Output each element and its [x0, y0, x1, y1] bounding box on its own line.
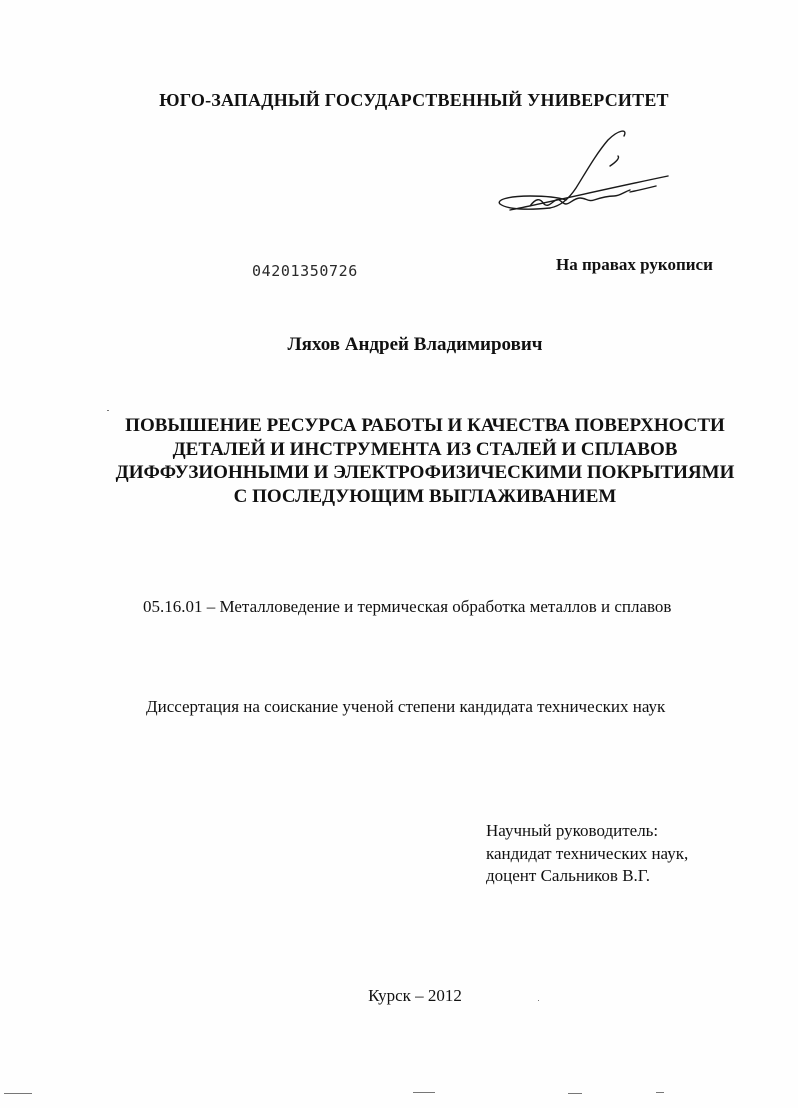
specialty-code: 05.16.01 – Металловедение и термическая обработка металлов и сплавов: [143, 597, 672, 616]
advisor-line: кандидат технических наук,: [486, 843, 689, 863]
advisor-line: Научный руководитель:: [486, 821, 659, 840]
title-line: С ПОСЛЕДУЮЩИМ ВЫГЛАЖИВАНИЕМ: [233, 485, 617, 507]
registration-number: 04201350726: [252, 262, 358, 280]
title-line: ПОВЫШЕНИЕ РЕСУРСА РАБОТЫ И КАЧЕСТВА ПОВЕРХНОСТИ: [125, 415, 725, 436]
title-line: ДИФФУЗИОННЫМИ И ЭЛЕКТРОФИЗИЧЕСКИМИ ПОКРЫТИЯМИ: [115, 462, 735, 483]
dissertation-degree: Диссертация на соискание ученой степени кандидата технических наук: [146, 697, 666, 716]
author-name: Ляхов Андрей Владимирович: [287, 334, 543, 355]
university-name: ЮГО-ЗАПАДНЫЙ ГОСУДАРСТВЕННЫЙ УНИВЕРСИТЕТ: [159, 90, 669, 110]
title-line: ДЕТАЛЕЙ И ИНСТРУМЕНТА ИЗ СТАЛЕЙ И СПЛАВОВ: [172, 438, 678, 460]
city-year: Курск – 2012: [368, 986, 462, 1005]
rights-note: На правах рукописи: [556, 255, 713, 274]
advisor-line: доцент Сальников В.Г.: [486, 866, 650, 885]
